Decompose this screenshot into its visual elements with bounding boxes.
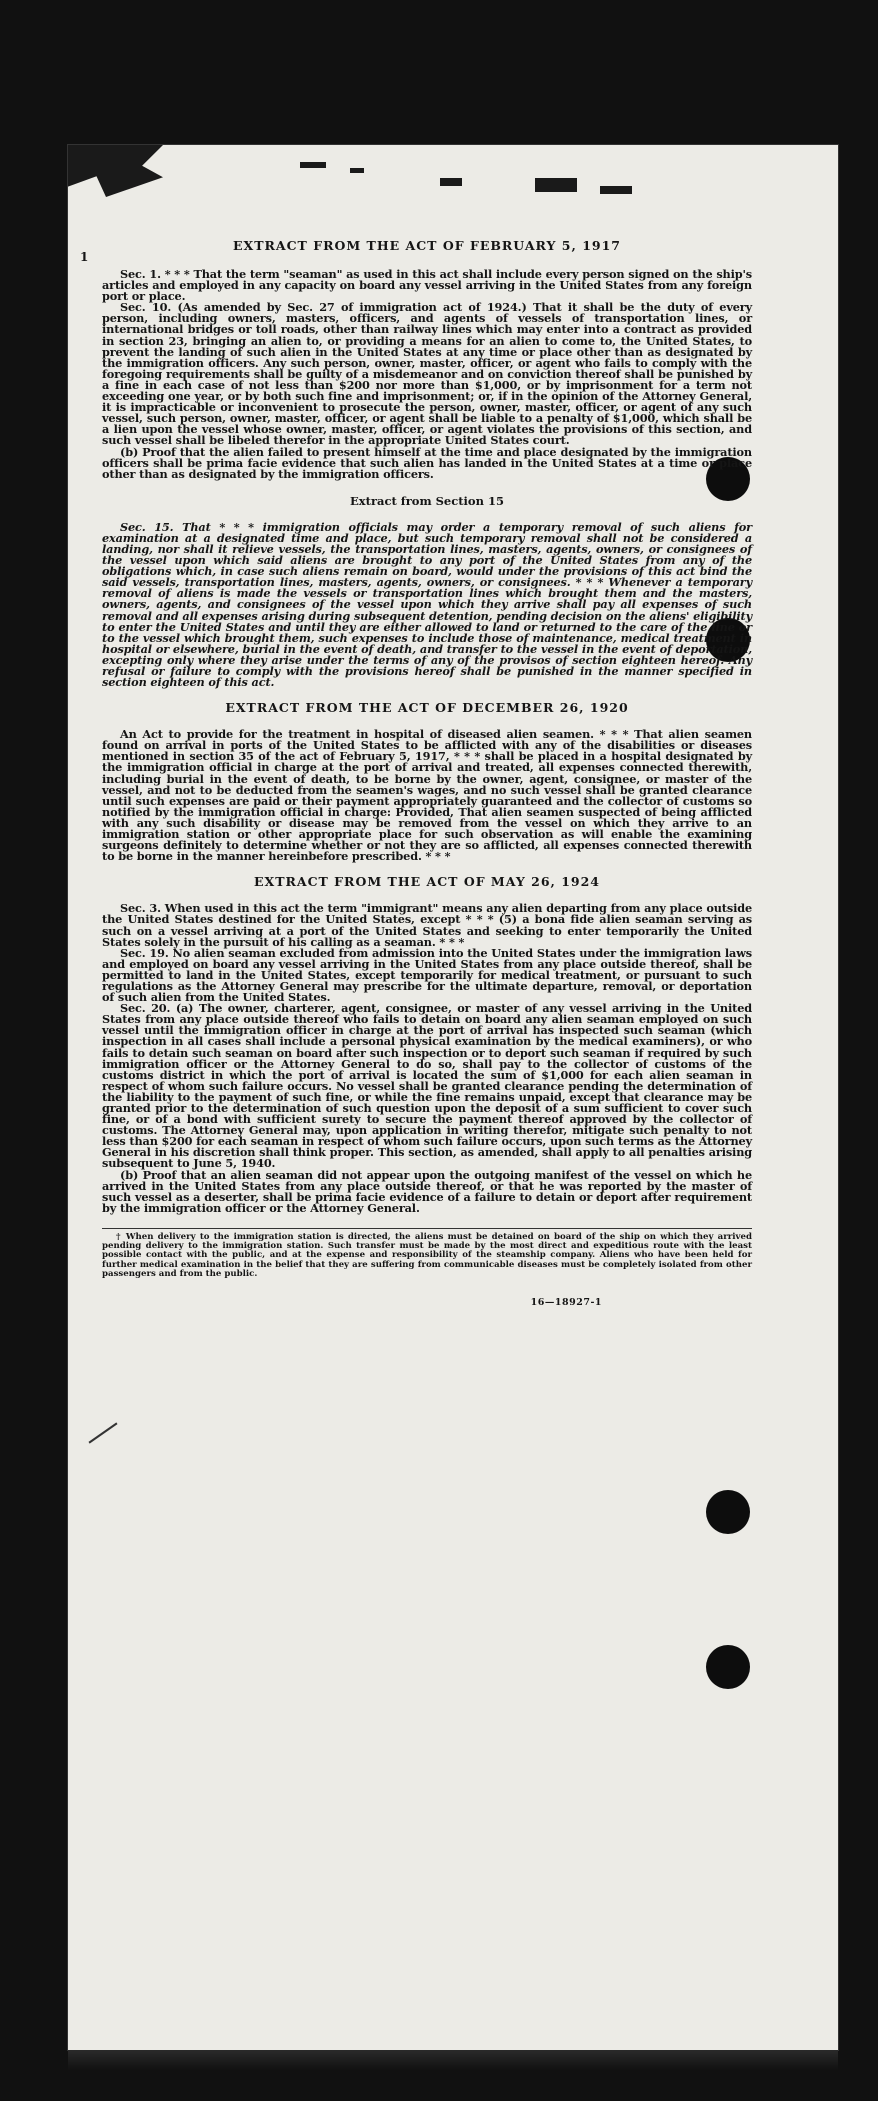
document-content	[80, 238, 752, 1308]
punch-hole	[706, 1645, 750, 1689]
sec-15-paragraph: Sec. 15. That * * * immigration officials may order a temporary removal of such aliens for examination at a designated time and place, but such temporary removal shall not be considered a landing, nor shall it relieve vessels, the transportation lines, masters, agents, owners, or consignees of the vessel upon which said aliens are brought to any port of the United States from any of the obligations which, in case such aliens remain on board, would under the provisions of this act bind the said vessels, transportation lines, masters, agents, owners, or consignees. * * * Whenever a temporary removal of aliens is made the vessels or transportation lines which brought them and the masters, owners, agents, and consignees of the vessel upon which they arrive shall pay all expenses of such removal and all expenses arising during subsequent detention, pending decision on the aliens' eligibility to enter the United States and until they are either allowed to land or returned to the care of the line or to the vessel which brought them, such expenses to include those of maintenance, medical treatment in hospital or elsewhere, burial in the event of death, and transfer to the vessel in the event of deportation, excepting only where they arise under the terms of any of the provisos of section eighteen hereof. Any refusal or failure to comply with the provisions hereof shall be punished in the manner specified in section eighteen of this act.	[102, 519, 752, 690]
sec-1-paragraph: Sec. 1. * * * That the term "seaman" as used in this act shall include every person signed on the ship's articles and employed in any capacity on board any vessel arriving in the United States from any foreign port or place.	[102, 267, 752, 304]
footnote	[102, 1228, 752, 1279]
heading-act-1920: EXTRACT FROM THE ACT OF DECEMBER 26, 1920	[225, 700, 629, 716]
section-1920	[102, 729, 752, 862]
ink-smudge	[300, 162, 326, 168]
form-number: 16—18927-1	[530, 1296, 602, 1308]
page-shadow	[68, 2050, 838, 2070]
ink-smudge	[440, 178, 462, 186]
sec-3-paragraph: Sec. 3. When used in this act the term "immigrant" means any alien departing from any place outside the United States destined for the United States, except * * * (5) a bona fide alien seaman serving as such on a vessel arriving at a port of the United States and seeking to enter temporarily the United States solely in the pursuit of his calling as a seaman. * * *	[102, 901, 752, 949]
heading-act-1917: EXTRACT FROM THE ACT OF FEBRUARY 5, 1917	[232, 238, 621, 253]
sec-10-paragraph: Sec. 10. (As amended by Sec. 27 of immigration act of 1924.) That it shall be the duty of every person, including owners, masters, officers, and agents of vessels of transportation lines, or international bridges or toll roads, other than railway lines which may enter into a contract as provided in section 23, bringing an alien to, or providing a means for an alien to come to, the United States, to prevent the landing of such alien in the United States at any time or place other than as designated by the immigration officers. Any such person, owner, master, officer, or agent who fails to comply with the foregoing requirements shall be guilty of a misdemeanor and on conviction thereof shall be punished by a fine in each case of not less than $200 nor more than $1,000, or by imprisonment for a term not exceeding one year, or by both such fine and imprisonment; or, if in the opinion of the Attorney General, it is impracticable or inconvenient to prosecute the person, owner, master, officer, or agent of any such vessel, such person, owner, master, officer, or agent shall be liable to a penalty of $1,000, which shall be a lien upon the vessel whose owner, master, officer, or agent violates the provisions of this section, and such vessel shall be libeled therefor in the appropriate United States court.	[102, 300, 752, 448]
ink-smudge	[350, 168, 364, 173]
ink-smudge	[535, 178, 577, 192]
section-1917	[102, 269, 752, 480]
act-1920-paragraph: An Act to provide for the treatment in hospital of diseased alien seamen. * * * That alien seamen found on arrival in ports of the United States to be afflicted with any of the disabilities or diseases mentioned in section 35 of the act of February 5, 1917, * * * shall be placed in a hospital designated by the immigration official in charge at the port of arrival and treated, all expenses connected therewith, including burial in the event of death, to be borne by the owner, agent, consignee, or master of the vessel, and not to be deducted from the seamen's wages, and no such vessel shall be granted clearance until such expenses are paid or their payment appropriately guaranteed and the collector of customs so notified by the immigration official in charge: Provided, That alien seamen suspected of being afflicted with any such disability or disease may be removed from the vessel on which they arrive to an immigration station or other appropriate place for such observation as will enable the examining surgeons definitely to determine whether or not they are so afflicted, all expenses connected therewith to be borne in the manner hereinbefore prescribed. * * *	[102, 727, 752, 864]
footnote-text: † When delivery to the immigration station is directed, the aliens must be detained on board of the ship on which they arrived pending delivery to the immigration station. Such transfer must be made by the most direct and expeditious route with the least possible contact with the public, and at the expense and responsibility of the steamship company. Aliens who have been held for further medical examination in the belief that they are suffering from communicable diseases must be completely isolated from other passengers and from the public.	[102, 1231, 752, 1279]
margin-mark: 1	[80, 250, 89, 264]
section-15	[102, 519, 752, 690]
sec-20b-paragraph: (b) Proof that an alien seaman did not appear upon the outgoing manifest of the vessel on which he arrived in the United States from any place outside thereof, or that he was reported by the master of such vessel as a deserter, shall be prima facie evidence of a failure to detain or deport after requirement by the immigration officer or the Attorney General.	[102, 1167, 752, 1215]
sec-19-paragraph: Sec. 19. No alien seaman excluded from admission into the United States under the immigration laws and employed on board any vessel arriving in the United States from any place outside thereof, shall be permitted to land in the United States, except temporarily for medical treatment, or pursuant to such regulations as the Attorney General may prescribe for the ultimate departure, removal, or deportation of such alien from the United States.	[102, 945, 752, 1005]
ink-smudge	[600, 186, 632, 194]
heading-section-15: Extract from Section 15	[350, 493, 504, 508]
heading-act-1924: EXTRACT FROM THE ACT OF MAY 26, 1924	[253, 874, 601, 890]
section-1924	[102, 903, 752, 1214]
sec-20a-paragraph: Sec. 20. (a) The owner, charterer, agent, consignee, or master of any vessel arriving in the United States from any place outside thereof who fails to detain on board any alien seaman employed on such vessel until the immigration officer in charge at the port of arrival has inspected such seaman (which inspection in all cases shall include a personal physical examination by the medical examiners), or who fails to detain such seaman on board after such inspection or to deport such seaman if required by such immigration officer or the Attorney General to do so, shall pay to the collector of customs of the customs district in which the port of arrival is located the sum of $1,000 for each alien seaman in respect of whom such failure occurs. No vessel shall be granted clearance pending the determination of the liability to the payment of such fine, or while the fine remains unpaid, except that clearance may be granted prior to the determination of such question upon the deposit of a sum sufficient to cover such fine, or of a bond with sufficient surety to secure the payment thereof approved by the collector of customs. The Attorney General may, upon application in writing therefor, mitigate such penalty to not less than $200 for each seaman in respect of whom such failure occurs, upon such terms as the Attorney General in his discretion shall think proper. This section, as amended, shall apply to all penalties arising subsequent to June 5, 1940.	[102, 1001, 752, 1171]
sec-10b-paragraph: (b) Proof that the alien failed to present himself at the time and place designated by the immigration officers shall be prima facie evidence that such alien has landed in the United States at a time or place other than as designated by the immigration officers.	[102, 444, 752, 481]
punch-hole	[706, 1490, 750, 1534]
